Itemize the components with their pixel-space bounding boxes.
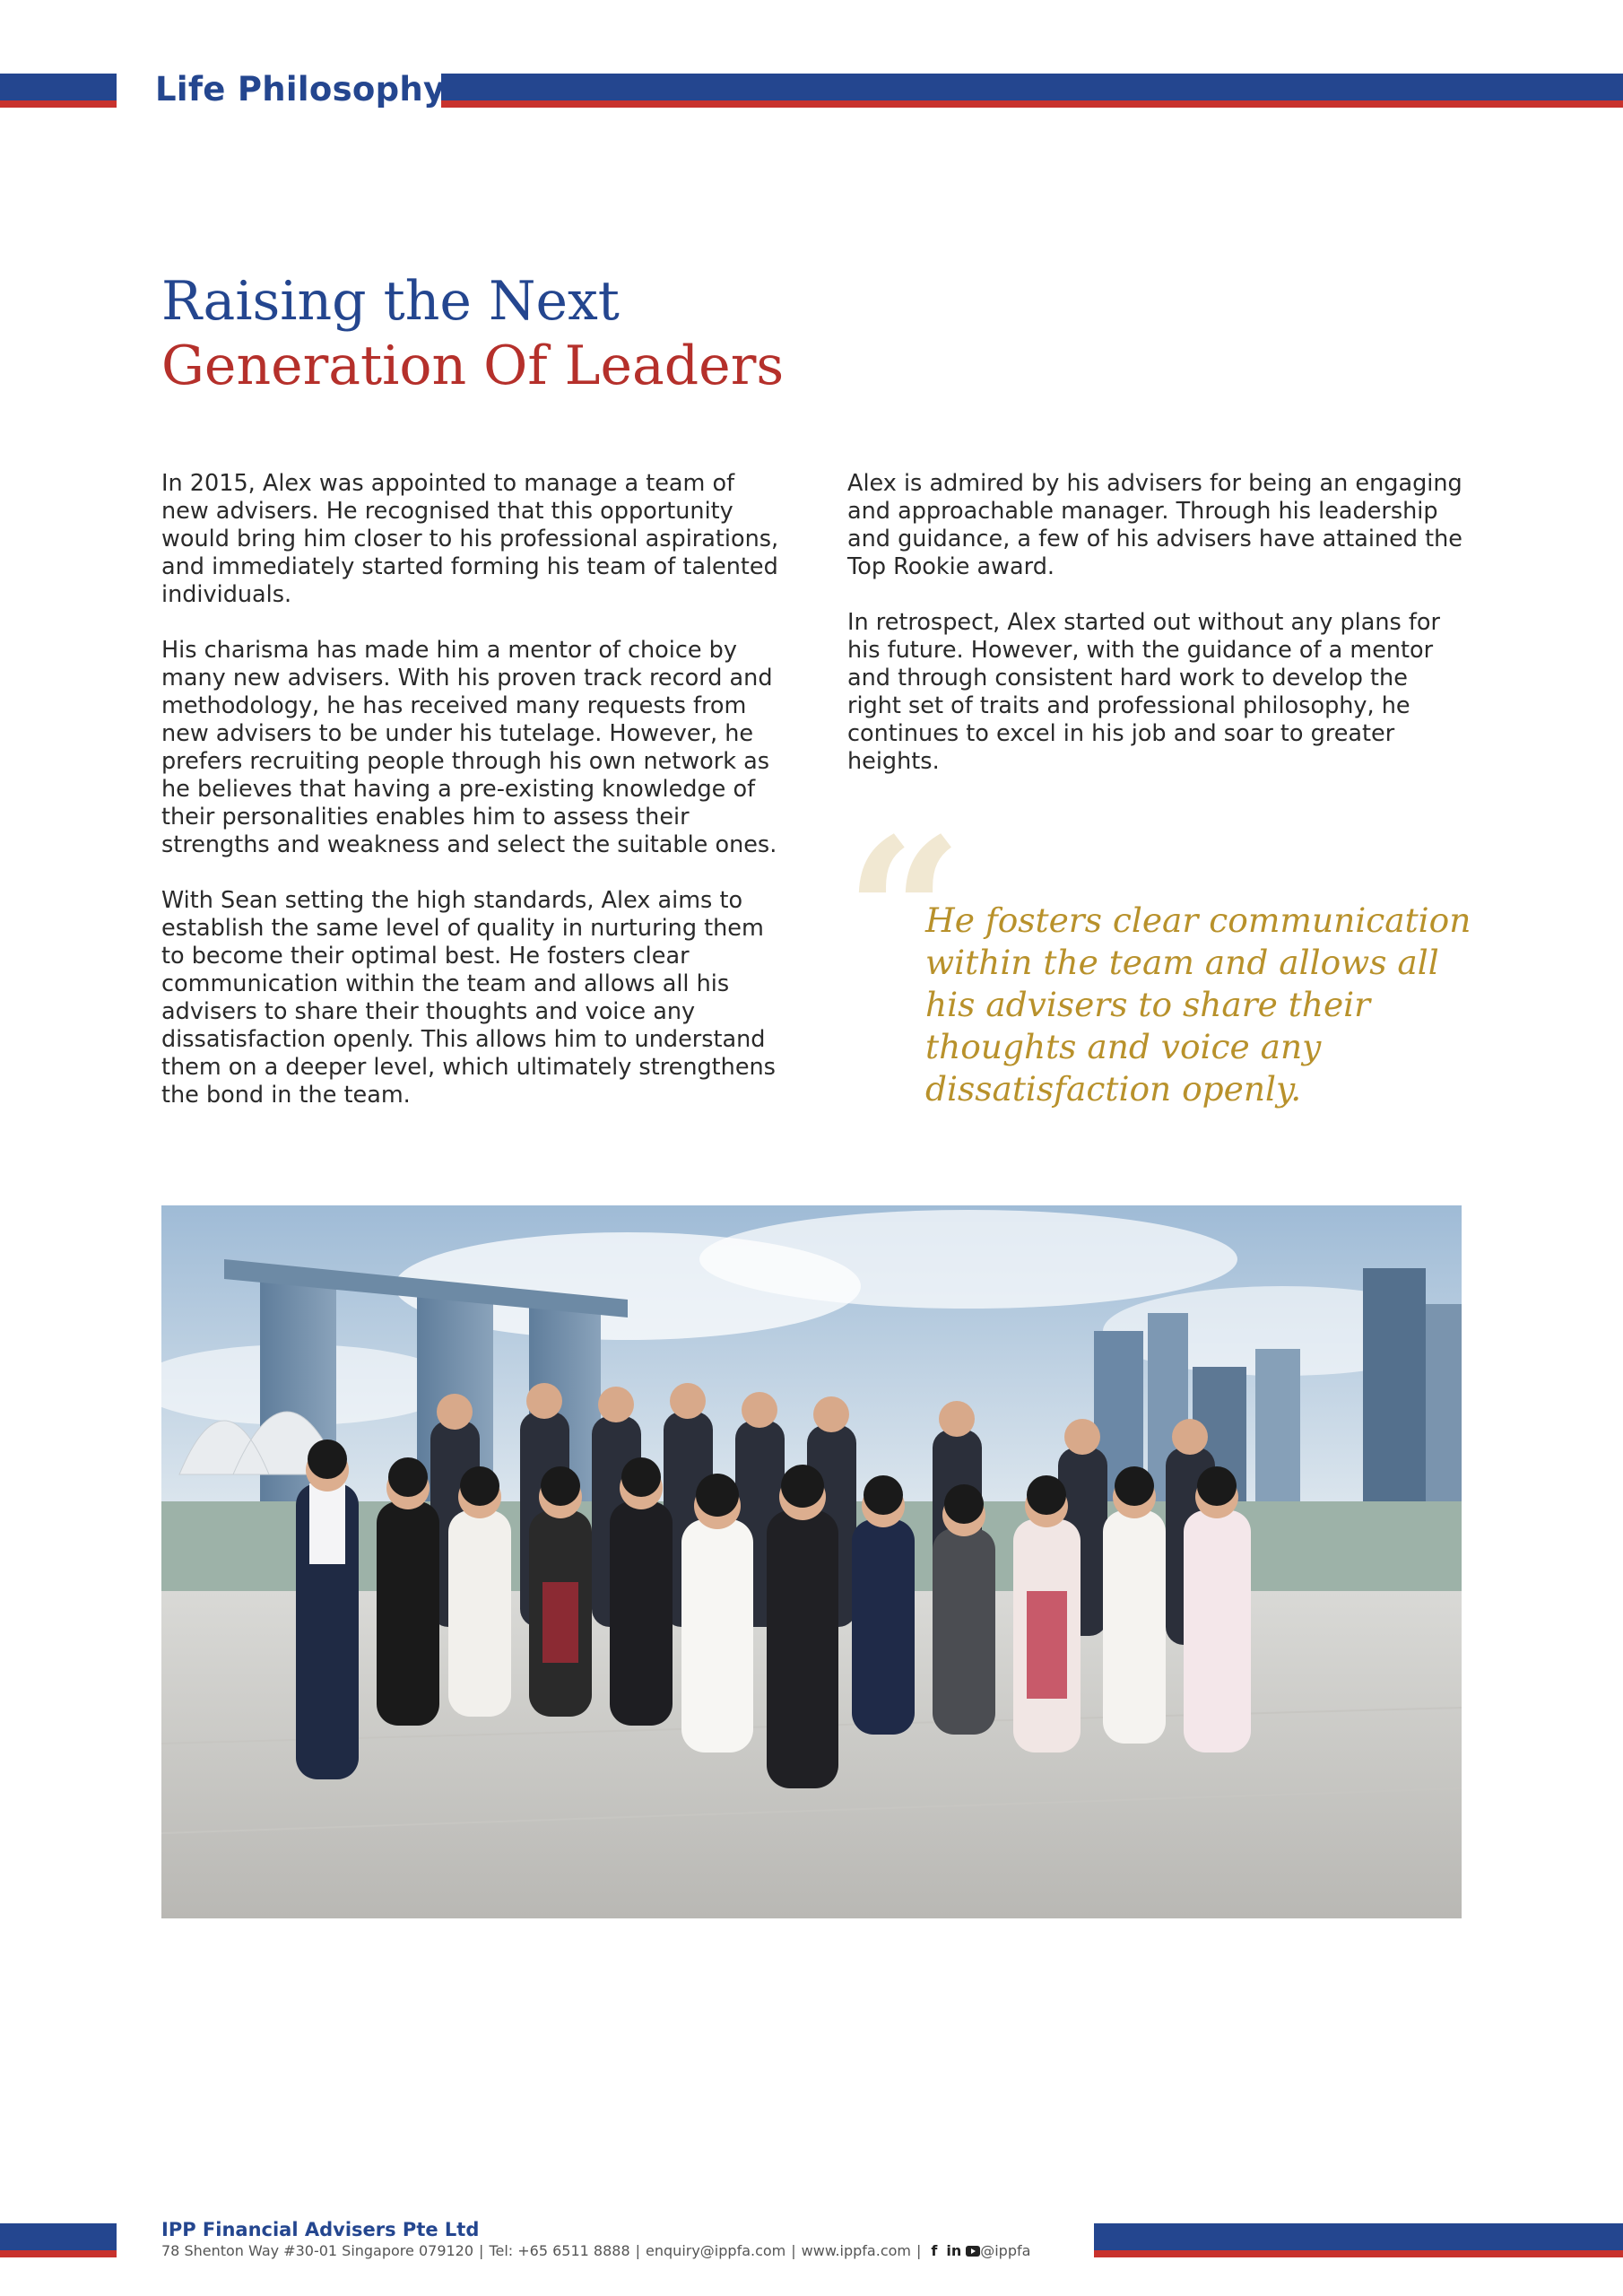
footer-band-right: [1094, 2223, 1623, 2257]
headline-line-2: Generation Of Leaders: [161, 335, 785, 397]
right-column: [847, 470, 1466, 804]
footer-email[interactable]: enquiry@ippfa.com: [646, 2242, 786, 2259]
footer-website[interactable]: www.ippfa.com: [801, 2242, 911, 2259]
paragraph: His charisma has made him a mentor of choice by many new advisers. With his proven track record and methodology, he has received many requests from new advisers to be under his tutelage. However, he prefers recruiting people through his own network as he believes that having a pre-existing knowledge of their personalities enables him to assess their strengths and weakness and select the suitable ones.: [161, 637, 777, 858]
social-handle[interactable]: @ippfa: [980, 2242, 1031, 2259]
footer-company-name: IPP Financial Advisers Pte Ltd: [161, 2219, 480, 2240]
pull-quote: He fosters clear communication within the team and allows all his advisers to share their thoughts and voice any dissatisfaction openly.: [925, 900, 1471, 1109]
header-band-left: [0, 74, 117, 108]
headline-line-1: Raising the Next: [161, 270, 620, 333]
paragraph: In 2015, Alex was appointed to manage a team of new advisers. He recognised that this opportunity would bring him closer to his professional aspirations, and immediately started forming his team of talented individuals.: [161, 470, 779, 608]
linkedin-icon[interactable]: in: [946, 2242, 962, 2259]
paragraph: In retrospect, Alex started out without any plans for his future. However, with the guidance of a mentor and through consistent hard work to develop the right set of traits and professional philosophy, he continues to excel in his job and soar to greater heights.: [847, 609, 1440, 775]
footer-contact-line: 78 Shenton Way #30-01 Singapore 079120 | Tel: +65 6511 8888 | enquiry@ippfa.com | www.ippfa.com | f in @ippfa: [161, 2242, 1031, 2259]
left-column: [161, 470, 780, 1137]
header-band-right: [441, 74, 1623, 108]
team-photo: [161, 1205, 1462, 1918]
quote-mark-icon: “: [845, 794, 964, 1036]
footer-tel: Tel: +65 6511 8888: [489, 2242, 630, 2259]
paragraph: Alex is admired by his advisers for being an engaging and approachable manager. Through his leadership and guidance, a few of his advisers have attained the Top Rookie award.: [847, 470, 1462, 580]
footer-address: 78 Shenton Way #30-01 Singapore 079120: [161, 2242, 474, 2259]
youtube-icon[interactable]: [966, 2242, 980, 2259]
section-title: Life Philosophy: [155, 70, 446, 109]
paragraph: With Sean setting the high standards, Alex aims to establish the same level of quality in nurturing them to become their optimal best. He fosters clear communication within the team and allows all his advisers to share their thoughts and voice any dissatisfaction openly. This allows him to understand them on a deeper level, which ultimately strengthens the bond in the team.: [161, 887, 776, 1109]
facebook-icon[interactable]: f: [931, 2242, 938, 2259]
article-headline: [161, 269, 784, 398]
footer-band-left: [0, 2223, 117, 2257]
